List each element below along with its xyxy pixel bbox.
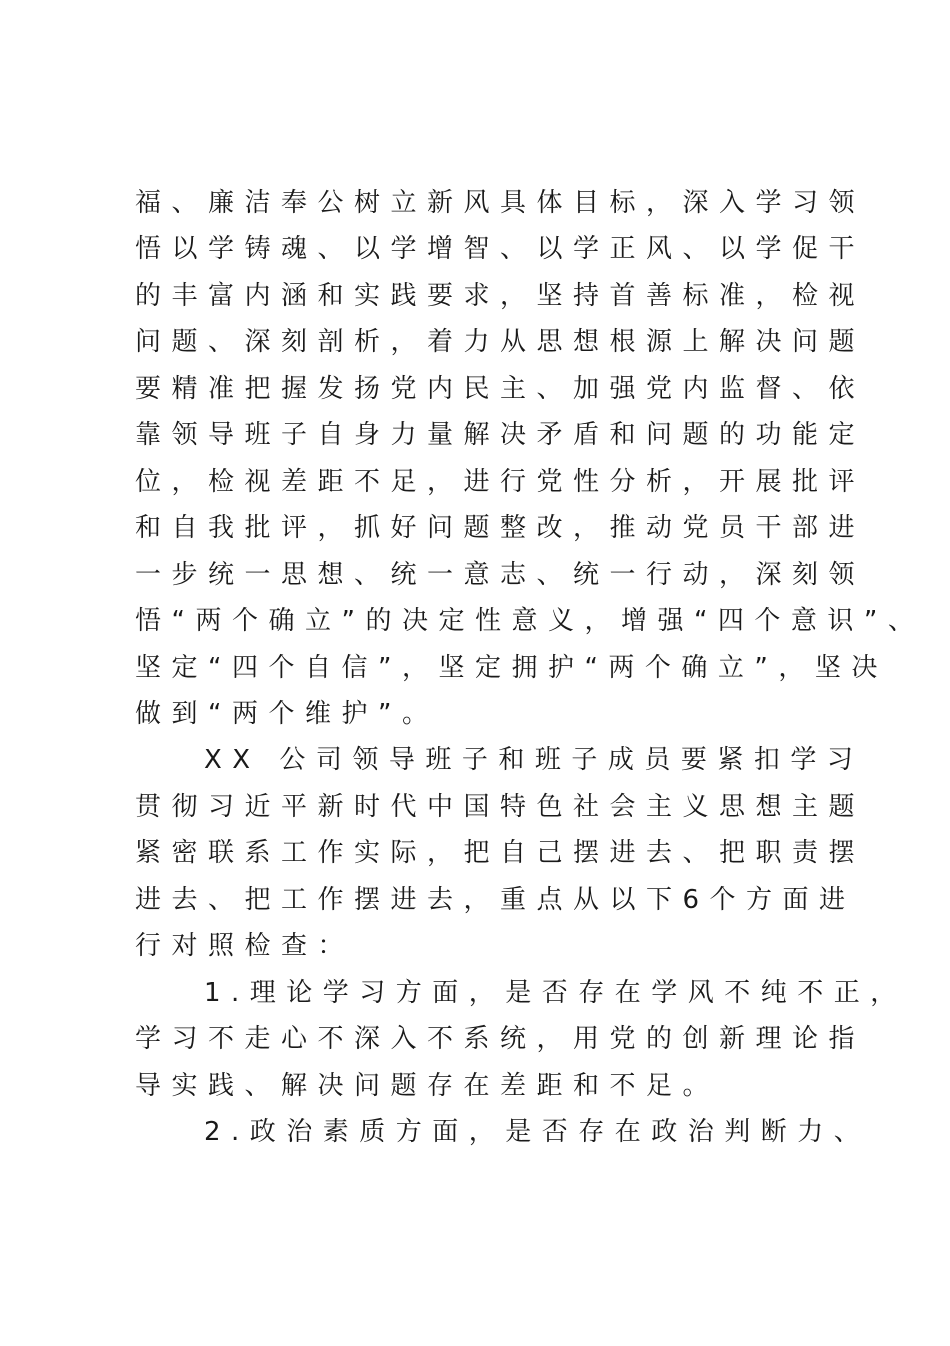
text-line: 导实践、解决问题存在差距和不足。	[135, 1071, 720, 1101]
text-line: 悟以学铸魂、以学增智、以学正风、以学促干	[135, 234, 866, 264]
text-line: 一步统一思想、统一意志、统一行动，深刻领	[135, 560, 866, 590]
text-line: 靠领导班子自身力量解决矛盾和问题的功能定	[135, 420, 866, 450]
text-line: 坚定“四个自信”，坚定拥护“两个确立”，坚决	[135, 653, 888, 683]
text-line: 学习不走心不深入不系统，用党的创新理论指	[135, 1024, 866, 1054]
text-line: 紧密联系工作实际，把自己摆进去、把职责摆	[135, 838, 866, 868]
text-line: 悟“两个确立”的决定性意义，增强“四个意识”、	[135, 606, 925, 636]
text-line: 问题、深刻剖析，着力从思想根源上解决问题	[135, 327, 866, 357]
list-item-1-line: 1.理论学习方面，是否存在学风不纯不正，	[204, 978, 907, 1008]
text-line: 贯彻习近平新时代中国特色社会主义思想主题	[135, 792, 866, 822]
text-line: 做到“两个维护”。	[135, 699, 439, 729]
text-line: 进去、把工作摆进去，重点从以下6个方面进	[135, 885, 856, 915]
text-line: 和自我批评，抓好问题整改，推动党员干部进	[135, 513, 866, 543]
text-line: 行对照检查：	[135, 931, 355, 961]
text-line: 的丰富内涵和实践要求，坚持首善标准，检视	[135, 281, 866, 311]
text-line: 福、廉洁奉公树立新风具体目标，深入学习领	[135, 188, 866, 218]
text-line: 要精准把握发扬党内民主、加强党内监督、依	[135, 374, 866, 404]
paragraph-start-line: XX 公司领导班子和班子成员要紧扣学习	[204, 745, 864, 775]
text-line: 位，检视差距不足，进行党性分析，开展批评	[135, 467, 866, 497]
list-item-2-line: 2.政治素质方面，是否存在政治判断力、	[204, 1117, 871, 1147]
